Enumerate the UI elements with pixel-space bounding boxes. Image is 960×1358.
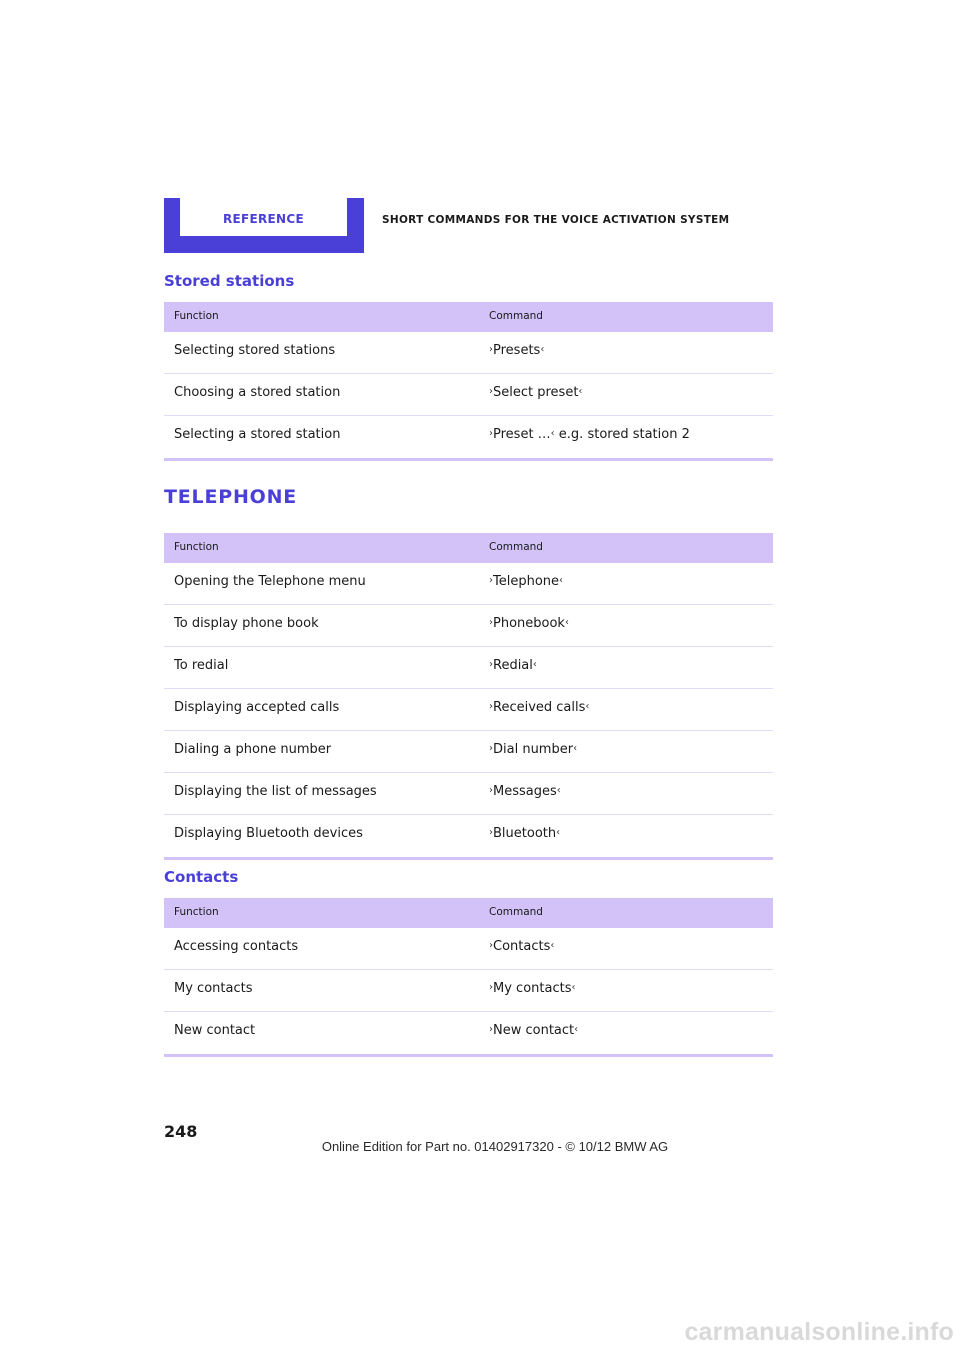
command-cell [489,700,589,715]
stored-stations-heading: Stored stations [164,272,295,290]
function-cell: Selecting a stored station [174,427,341,442]
command-cell [489,939,554,954]
column-header-function: Function [174,310,219,322]
table-row [164,605,773,647]
quote-close: ‹ [550,940,555,951]
command-cell [489,826,560,841]
function-cell: Opening the Telephone menu [174,574,366,589]
command-text: Phonebook [493,616,565,631]
command-text: Dial number [493,742,574,757]
command-cell [489,616,569,631]
chapter-title: SHORT COMMANDS FOR THE VOICE ACTIVATION SYSTEM [382,214,730,226]
function-cell: Choosing a stored station [174,385,341,400]
function-cell: Accessing contacts [174,939,299,954]
function-cell: Displaying the list of messages [174,784,377,799]
table-row [164,563,773,605]
command-suffix: e.g. stored station 2 [554,427,690,442]
quote-close: ‹ [556,827,561,838]
function-cell: Dialing a phone number [174,742,332,757]
command-text: Received calls [493,700,586,715]
quote-close: ‹ [556,785,561,796]
table-row [164,970,773,1012]
table-row [164,1012,773,1054]
quote-open: › [489,575,493,586]
table-row [164,416,773,458]
quote-close: ‹ [573,743,578,754]
command-text: My contacts [493,981,572,996]
quote-close: ‹ [532,659,537,670]
quote-close: ‹ [564,617,569,628]
table-row [164,647,773,689]
page-number: 248 [164,1122,198,1141]
quote-open: › [489,386,493,397]
command-cell [489,1023,578,1038]
quote-open: › [489,743,493,754]
function-cell: New contact [174,1023,256,1038]
reference-tab [164,198,364,253]
quote-close: ‹ [559,575,564,586]
command-text: Preset … [493,427,551,442]
command-text: Telephone [493,574,560,589]
column-header-function: Function [174,541,219,553]
edition-footer: Online Edition for Part no. 01402917320 - © 10/12 BMW AG [321,1139,669,1154]
watermark-logo: carmanualsonline.info [684,1318,954,1346]
table-row [164,332,773,374]
quote-close: ‹ [585,701,590,712]
quote-open: › [489,617,493,628]
command-cell [489,343,544,358]
contacts-table [164,898,773,1057]
function-cell: Selecting stored stations [174,343,336,358]
contacts-heading: Contacts [164,868,239,886]
quote-open: › [489,982,493,993]
function-cell: Displaying Bluetooth devices [174,826,363,841]
command-cell [489,784,561,799]
table-row [164,815,773,857]
quote-open: › [489,1024,493,1035]
table-row [164,374,773,416]
quote-close: ‹ [578,386,583,397]
column-header-command: Command [489,906,543,918]
column-header-function: Function [174,906,219,918]
command-cell [489,981,575,996]
quote-close: ‹ [574,1024,579,1035]
command-text: Select preset [493,385,579,400]
quote-open: › [489,701,493,712]
telephone-heading: TELEPHONE [164,486,298,508]
command-cell [489,658,537,673]
command-cell [489,427,690,442]
function-cell: Displaying accepted calls [174,700,340,715]
command-cell [489,385,582,400]
table-row [164,773,773,815]
command-text: Redial [493,658,533,673]
command-text: Contacts [493,939,551,954]
table-header [164,533,773,563]
command-cell [489,574,563,589]
quote-open: › [489,428,493,439]
column-header-command: Command [489,310,543,322]
function-cell: To redial [174,658,229,673]
quote-open: › [489,785,493,796]
table-row [164,731,773,773]
table-row [164,689,773,731]
quote-close: ‹ [550,428,555,439]
function-cell: To display phone book [174,616,319,631]
column-header-command: Command [489,541,543,553]
quote-open: › [489,344,493,355]
stored-stations-table [164,302,773,461]
quote-close: ‹ [540,344,545,355]
command-text: Bluetooth [493,826,557,841]
quote-open: › [489,827,493,838]
command-cell [489,742,577,757]
function-cell: My contacts [174,981,253,996]
table-row [164,928,773,970]
command-text: Presets [493,343,541,358]
quote-close: ‹ [571,982,576,993]
reference-tab-label: REFERENCE [222,212,305,226]
telephone-table [164,533,773,860]
reference-tab-inner [180,198,347,236]
quote-open: › [489,940,493,951]
table-header [164,302,773,332]
table-header [164,898,773,928]
command-text: New contact [493,1023,575,1038]
command-text: Messages [493,784,557,799]
quote-open: › [489,659,493,670]
